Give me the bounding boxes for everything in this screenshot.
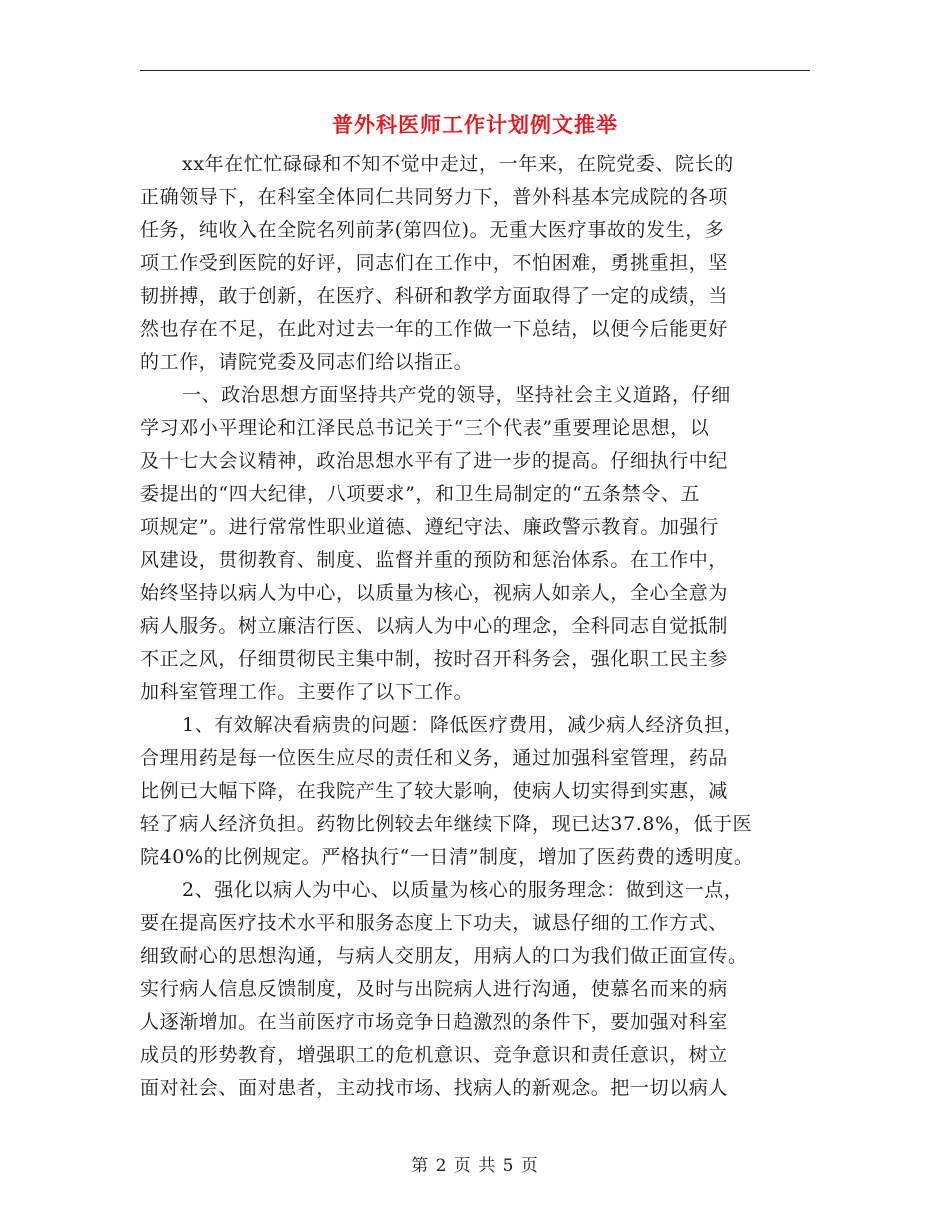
paragraph-line: 不正之风，仔细贯彻民主集中制，按时召开科务会，强化职工民主参 xyxy=(140,648,729,670)
paragraph-line: xx年在忙忙碌碌和不知不觉中走过，一年来，在院党委、院长的 xyxy=(182,153,734,175)
paragraph-line: 任务，纯收入在全院名列前茅(第四位)。无重大医疗事故的发生，多 xyxy=(140,219,725,241)
paragraph-line: 1、有效解决看病贵的问题：降低医疗费用，减少病人经济负担， xyxy=(182,714,744,736)
paragraph-line: 成员的形势教育，增强职工的危机意识、竞争意识和责任意识，树立 xyxy=(140,1044,729,1066)
paragraph-line: 一、政治思想方面坚持共产党的领导，坚持社会主义道路，仔细 xyxy=(182,384,731,406)
paragraph-line: 项规定”。进行常常性职业道德、遵纪守法、廉政警示教育。加强行 xyxy=(140,516,719,538)
paragraph-line: 项工作受到医院的好评，同志们在工作中，不怕困难，勇挑重担，坚 xyxy=(140,252,729,274)
paragraph-line: 加科室管理工作。主要作了以下工作。 xyxy=(140,681,474,703)
paragraph-line: 轻了病人经济负担。药物比例较去年继续下降，现已达37.8%，低于医 xyxy=(140,813,753,835)
paragraph-line: 院40%的比例规定。严格执行“一日清”制度，增加了医药费的透明度。 xyxy=(140,846,754,868)
paragraph-line: 要在提高医疗技术水平和服务态度上下功夫，诚恳仔细的工作方式、 xyxy=(140,912,729,934)
document-title: 普外科医师工作计划例文推举 xyxy=(332,112,618,137)
paragraph-line: 合理用药是每一位医生应尽的责任和义务，通过加强科室管理，药品 xyxy=(140,747,729,769)
paragraph-line: 比例已大幅下降，在我院产生了较大影响，使病人切实得到实惠，减 xyxy=(140,780,729,802)
paragraph-line: 韧拼搏，敢于创新，在医疗、科研和教学方面取得了一定的成绩，当 xyxy=(140,285,729,307)
paragraph-line: 始终坚持以病人为中心，以质量为核心，视病人如亲人，全心全意为 xyxy=(140,582,729,604)
paragraph-line: 面对社会、面对患者，主动找市场、找病人的新观念。把一切以病人 xyxy=(140,1077,729,1099)
paragraph-line: 2、强化以病人为中心、以质量为核心的服务理念：做到这一点， xyxy=(182,879,744,901)
paragraph-line: 细致耐心的思想沟通，与病人交朋友，用病人的口为我们做正面宣传。 xyxy=(140,945,748,967)
paragraph-line: 正确领导下，在科室全体同仁共同努力下，普外科基本完成院的各项 xyxy=(140,186,729,208)
document-body xyxy=(140,148,810,1105)
paragraph-line: 及十七大会议精神，政治思想水平有了进一步的提高。仔细执行中纪 xyxy=(140,450,729,472)
paragraph-line: 的工作，请院党委及同志们给以指正。 xyxy=(140,351,474,373)
paragraph-line: 人逐渐增加。在当前医疗市场竞争日趋激烈的条件下，要加强对科室 xyxy=(140,1011,729,1033)
paragraph-line: 委提出的“四大纪律，八项要求”，和卫生局制定的“五条禁令、五 xyxy=(140,483,701,505)
header-rule xyxy=(140,70,810,71)
paragraph-line: 学习邓小平理论和江泽民总书记关于“三个代表”重要理论思想，以 xyxy=(140,417,710,439)
paragraph-line: 实行病人信息反馈制度，及时与出院病人进行沟通，使慕名而来的病 xyxy=(140,978,729,1000)
paragraph-line: 风建设，贯彻教育、制度、监督并重的预防和惩治体系。在工作中， xyxy=(140,549,729,571)
page-number-footer: 第 2 页 共 5 页 xyxy=(411,1156,539,1176)
paragraph-line: 然也存在不足，在此对过去一年的工作做一下总结，以便今后能更好 xyxy=(140,318,729,340)
paragraph-line: 病人服务。树立廉洁行医、以病人为中心的理念，全科同志自觉抵制 xyxy=(140,615,729,637)
